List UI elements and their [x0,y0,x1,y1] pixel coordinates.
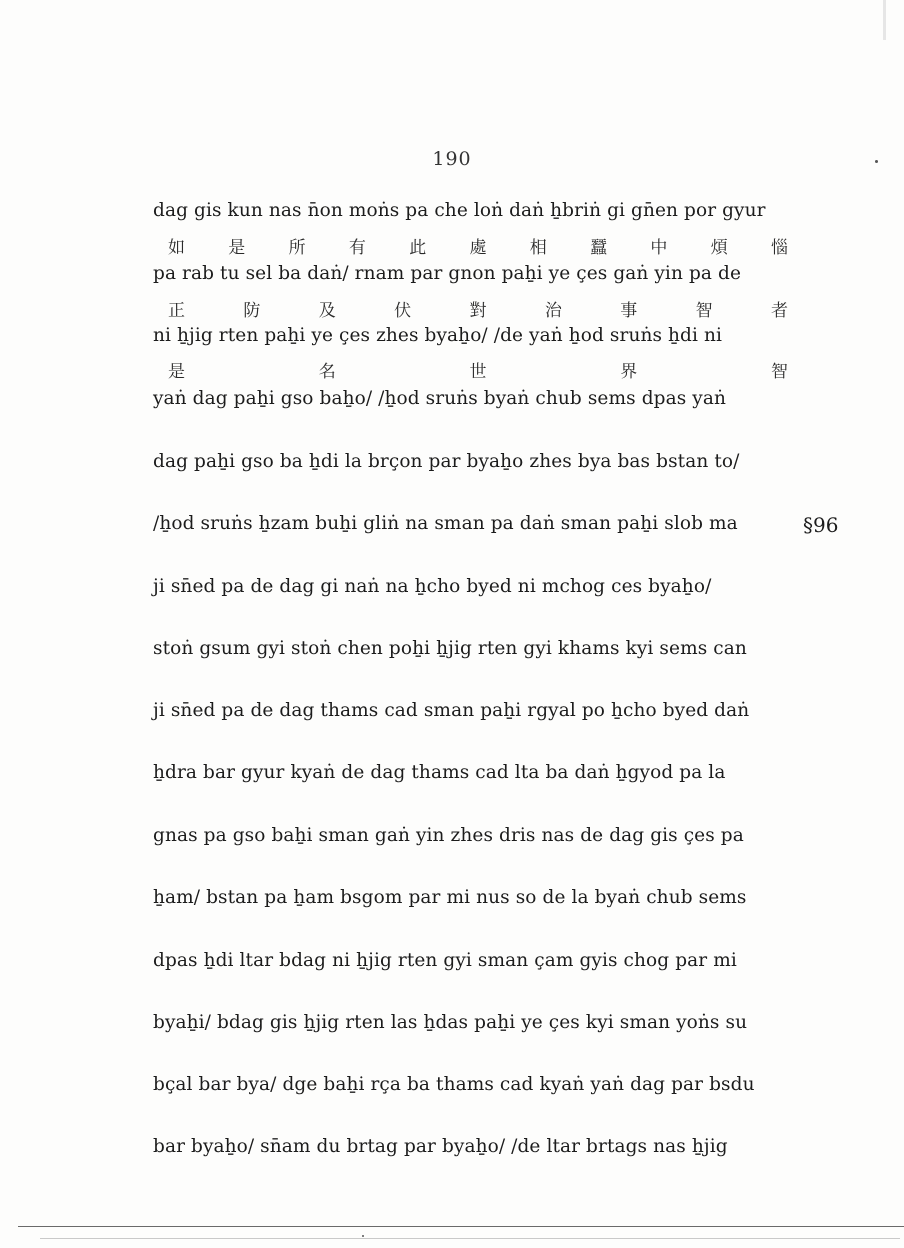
scan-speck [362,1235,364,1237]
gloss-char: 惱 [770,238,788,258]
gloss-char: 是 [168,362,185,382]
text-line: ni ẖjig rten paẖi ye çes zhes byaẖo/ /de yaṅ ẖod sruṅs ẖdi ni [153,325,723,346]
gloss-char: 此 [409,238,427,258]
gloss-char: 蠶 [590,238,608,258]
chinese-gloss-line [168,233,788,258]
text-line: /ẖod sruṅs ẖzam buẖi gliṅ na sman pa daṅ sman paẖi slob ma [153,513,738,534]
gloss-char: 煩 [710,238,728,258]
gloss-char: 有 [348,238,366,258]
gloss-char: 者 [771,301,788,321]
chinese-gloss-line [168,296,788,321]
gloss-char: 如 [168,238,185,258]
page-bottom-rule [18,1226,904,1227]
text-line: ji sn̄ed pa de dag thams cad sman paẖi rgyal po ẖcho byed daṅ [153,700,750,721]
text-line: ẖdra bar gyur kyaṅ de dag thams cad lta ba daṅ ẖgyod pa la [153,762,726,783]
text-line: yaṅ dag paẖi gso baẖo/ /ẖod sruṅs byaṅ chub sems dpas yaṅ [153,388,726,409]
gloss-char: 界 [620,362,638,382]
text-line: dag paẖi gso ba ẖdi la brçon par byaẖo zhes bya bas bstan to/ [153,451,740,472]
text-line: byaẖi/ bdag gis ẖjig rten las ẖdas paẖi ye çes kyi sman yoṅs su [153,1012,748,1033]
gloss-char: 處 [469,238,487,258]
section-marker: §96 [803,513,839,537]
text-line: gnas pa gso baẖi sman gaṅ yin zhes dris nas de dag gis çes pa [153,825,744,846]
gloss-char: 防 [243,301,261,321]
gloss-char: 伏 [394,301,412,321]
text-line: bar byaẖo/ sn̄am du brtag par byaẖo/ /de ltar brtags nas ẖjig [153,1136,728,1157]
text-line: dpas ẖdi ltar bdag ni ẖjig rten gyi sman çam gyis chog par mi [153,950,737,971]
gloss-char: 是 [228,238,246,258]
gloss-char: 中 [650,238,668,258]
gloss-char: 相 [529,238,547,258]
gloss-char: 名 [318,362,336,382]
gloss-char: 正 [168,301,185,321]
text-line: ji sn̄ed pa de dag gi naṅ na ẖcho byed ni mchog ces byaẖo/ [153,576,712,597]
gloss-char: 智 [771,362,788,382]
scan-edge-mark [883,0,886,40]
scan-speck [875,160,878,163]
gloss-char: 對 [469,301,487,321]
chinese-gloss-line [168,357,788,382]
gloss-char: 事 [620,301,638,321]
gloss-char: 世 [469,362,487,382]
text-line: dag gis kun nas n̄on moṅs pa che loṅ daṅ ẖbriṅ gi gn̄en por gyur [153,200,766,221]
gloss-char: 智 [695,301,713,321]
page-bottom-edge [40,1238,900,1239]
text-line: bçal bar bya/ dge baẖi rça ba thams cad kyaṅ yaṅ dag par bsdu [153,1074,755,1095]
text-line: pa rab tu sel ba daṅ/ rnam par gnon paẖi ye çes gaṅ yin pa de [153,263,741,284]
gloss-char: 所 [288,238,306,258]
page-number: 190 [432,148,472,170]
text-line: stoṅ gsum gyi stoṅ chen poẖi ẖjig rten gyi khams kyi sems can [153,638,747,659]
gloss-char: 治 [544,301,562,321]
gloss-char: 及 [318,301,336,321]
text-line: ẖam/ bstan pa ẖam bsgom par mi nus so de la byaṅ chub sems [153,887,747,908]
